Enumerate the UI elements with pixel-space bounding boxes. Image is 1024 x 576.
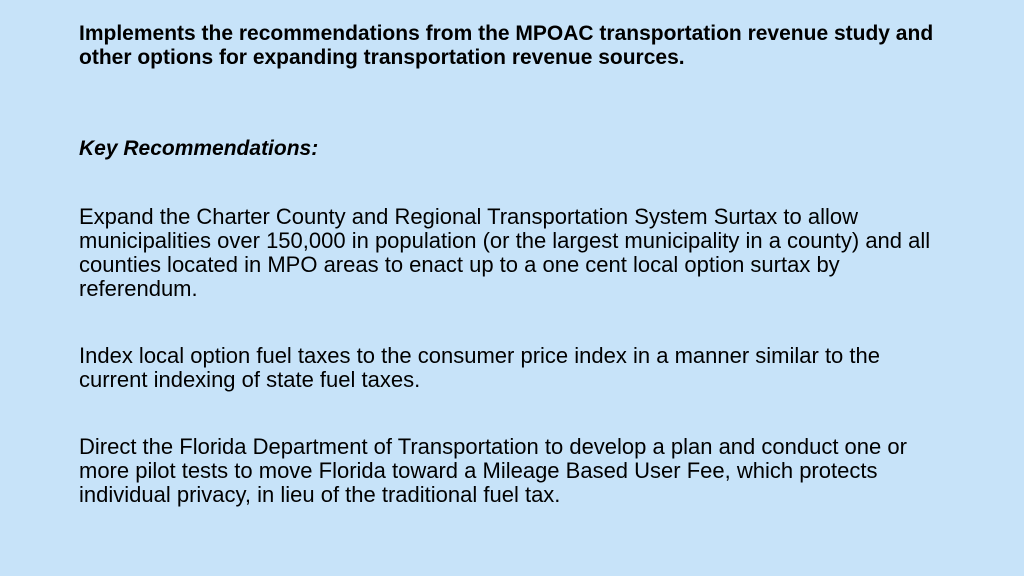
recommendation-mileage-fee: Direct the Florida Department of Transportation to develop a plan and conduct one or more pilot tests to move Florida toward a Mileage Based User Fee, which protects individual privacy, in lieu of the traditional fuel tax. (79, 434, 907, 507)
intro-paragraph: Implements the recommendations from the MPOAC transportation revenue study and other options for expanding transportation revenue sources. (79, 22, 934, 69)
key-recommendations-heading: Key Recommendations: (79, 137, 319, 160)
recommendation-surtax: Expand the Charter County and Regional Transportation System Surtax to allow municipalities over 150,000 in population (or the largest municipality in a county) and all counties located in MPO areas to enact up to a one cent local option surtax by referendum. (79, 204, 931, 301)
recommendation-fuel-tax-index: Index local option fuel taxes to the consumer price index in a manner similar to the current indexing of state fuel taxes. (79, 343, 880, 392)
